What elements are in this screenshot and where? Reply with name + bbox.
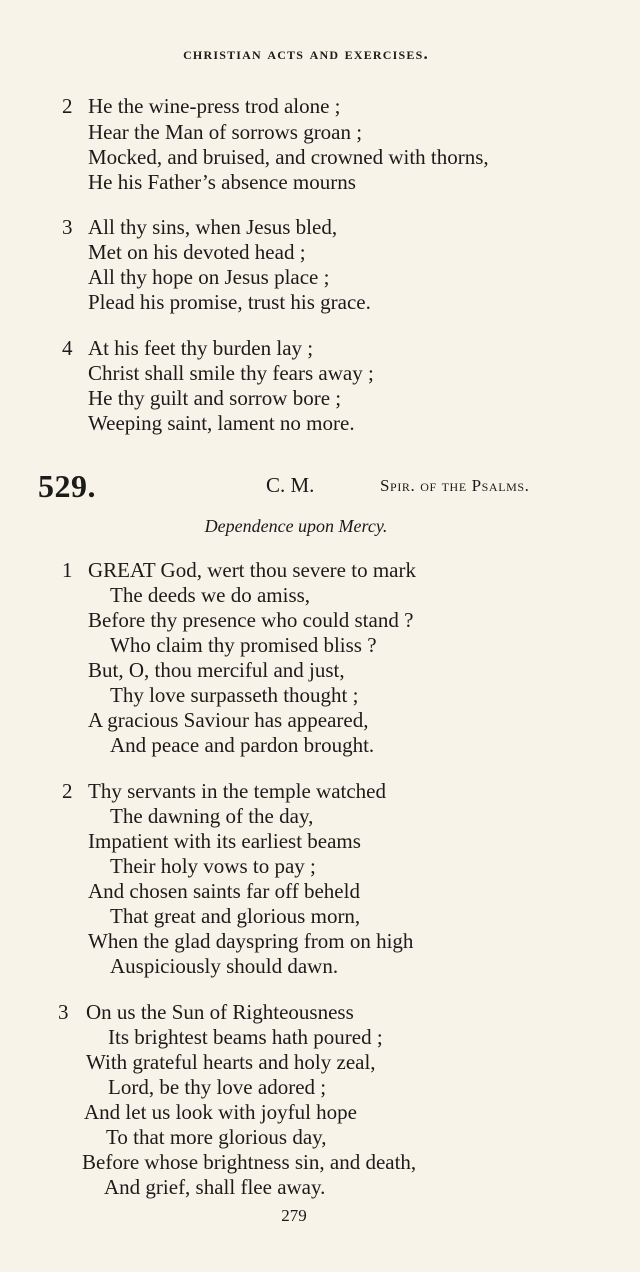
verse-line: When the glad dayspring from on high — [88, 929, 414, 953]
stanza-number: 3 — [62, 215, 73, 239]
stanza-number: 2 — [62, 94, 73, 118]
verse-line: He his Father’s absence mourns — [88, 170, 356, 194]
hymn-number: 529. — [38, 468, 96, 504]
verse-line: Its brightest beams hath poured ; — [108, 1025, 383, 1049]
hymn-title — [0, 516, 640, 537]
hymn-title-text: Dependence upon Mercy. — [204, 516, 388, 536]
verse-line: And peace and pardon brought. — [110, 733, 375, 757]
verse-line: To that more glorious day, — [106, 1125, 327, 1149]
verse-line: But, O, thou merciful and just, — [88, 658, 345, 682]
stanza-number: 2 — [62, 779, 73, 803]
verse-line: Before whose brightness sin, and death, — [82, 1150, 417, 1174]
verse-line: All thy sins, when Jesus bled, — [88, 215, 338, 239]
verse-line: He the wine-press trod alone ; — [88, 94, 341, 118]
verse-line: Thy love surpasseth thought ; — [110, 683, 359, 707]
verse-line: Weeping saint, lament no more. — [88, 411, 355, 435]
verse-line: Hear the Man of sorrows groan ; — [88, 120, 363, 144]
running-head — [0, 44, 640, 64]
verse-line: All thy hope on Jesus place ; — [88, 265, 330, 289]
verse-line: The dawning of the day, — [110, 804, 314, 828]
verse-line: With grateful hearts and holy zeal, — [86, 1050, 376, 1074]
verse-line: And grief, shall flee away. — [104, 1175, 326, 1199]
verse-line: Auspiciously should dawn. — [110, 954, 339, 978]
verse-line: Plead his promise, trust his grace. — [88, 290, 371, 314]
verse-line: He thy guilt and sorrow bore ; — [88, 386, 342, 410]
verse-line: Before thy presence who could stand ? — [88, 608, 414, 632]
verse-line: Mocked, and bruised, and crowned with thorns, — [88, 145, 489, 169]
verse-line: The deeds we do amiss, — [110, 583, 311, 607]
verse-line: Impatient with its earliest beams — [88, 829, 361, 853]
page-number-text: 279 — [281, 1206, 307, 1225]
verse-line: On us the Sun of Righteousness — [86, 1000, 354, 1024]
verse-line: Lord, be thy love adored ; — [108, 1075, 327, 1099]
verse-line: Who claim thy promised bliss ? — [110, 633, 377, 657]
verse-line: And let us look with joyful hope — [84, 1100, 357, 1124]
running-head-text: christian acts and exercises. — [183, 44, 429, 63]
verse-line: And chosen saints far off beheld — [88, 879, 360, 903]
stanza-number: 1 — [62, 558, 73, 582]
verse-line: That great and glorious morn, — [110, 904, 361, 928]
hymn-source: Spir. of the Psalms. — [380, 476, 530, 495]
verse-line: Met on his devoted head ; — [88, 240, 306, 264]
page-number — [0, 1206, 640, 1226]
verse-line: GREAT God, wert thou severe to mark — [88, 558, 416, 582]
verse-line: Christ shall smile thy fears away ; — [88, 361, 374, 385]
verse-line: A gracious Saviour has appeared, — [88, 708, 369, 732]
hymn-meter: C. M. — [266, 473, 315, 497]
verse-line: Thy servants in the temple watched — [88, 779, 386, 803]
stanza-number: 3 — [58, 1000, 69, 1024]
verse-line: Their holy vows to pay ; — [110, 854, 316, 878]
verse-line: At his feet thy burden lay ; — [88, 336, 314, 360]
hymn-header — [0, 468, 640, 502]
stanza-number: 4 — [62, 336, 73, 360]
